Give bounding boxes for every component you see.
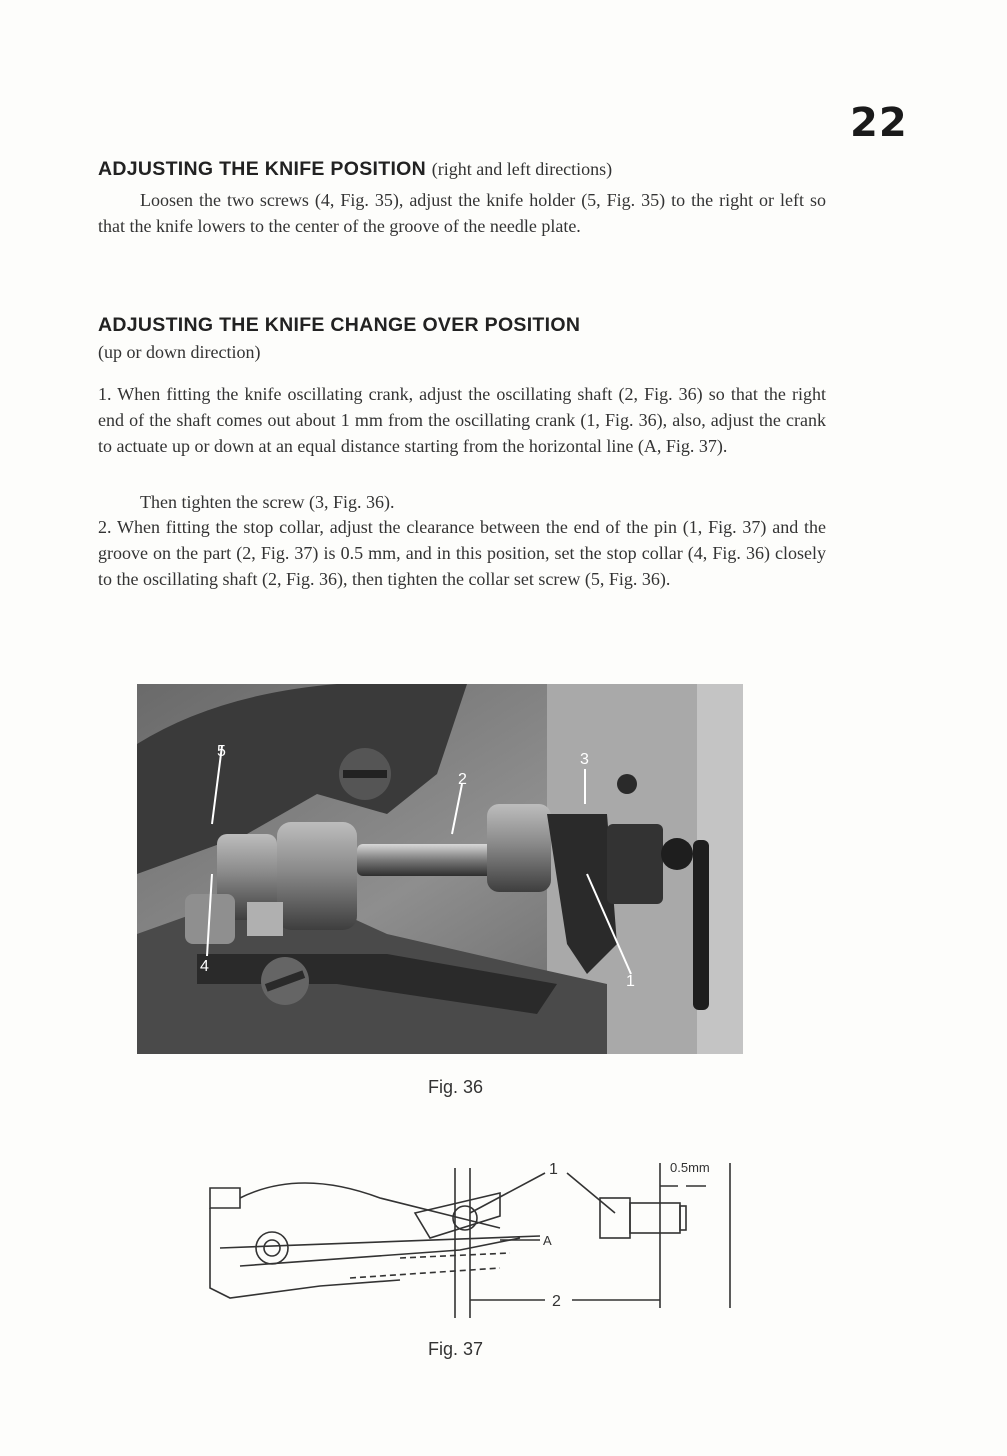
step-1-continuation: Then tighten the screw (3, Fig. 36). bbox=[140, 492, 395, 512]
fig36-photo bbox=[137, 684, 743, 1054]
fig36-caption: Fig. 36 bbox=[428, 1077, 484, 1097]
heading-text: ADJUSTING THE KNIFE POSITION bbox=[98, 158, 427, 180]
fig37-label-2: 2 bbox=[552, 1293, 561, 1310]
fig36-callout-4: 4 bbox=[200, 958, 209, 975]
page-number: 22 bbox=[850, 100, 908, 146]
fig36-callout-2: 2 bbox=[458, 771, 467, 788]
fig36-callout-3: 3 bbox=[580, 751, 589, 768]
fig37-caption: Fig. 37 bbox=[428, 1339, 484, 1359]
section-heading-change-over: ADJUSTING THE KNIFE CHANGE OVER POSITION bbox=[98, 314, 581, 336]
fig37-label-a: A bbox=[543, 1233, 552, 1248]
step-1-paragraph: 1. When fitting the knife oscillating crank, adjust the oscillating shaft (2, Fig. 36) so that the right end of the shaft comes out about 1 mm from the oscillating crank (1, Fig. 36), also, adjust the crank to actuate up or down at an equal distance starting from the horizontal line (A, Fig. 37). bbox=[98, 384, 826, 457]
fig36-callout-1: 1 bbox=[626, 973, 635, 990]
step-2-paragraph: 2. When fitting the stop collar, adjust the clearance between the end of the pin (1, Fig. 37) and the groove on the part (2, Fig. 37) is 0.5 mm, and in this position, set the stop collar (4, Fig. 36) closely to the oscillating shaft (2, Fig. 36), then tighten the collar set screw (5, Fig. 36). bbox=[98, 517, 826, 590]
fig37-label-1: 1 bbox=[549, 1161, 558, 1178]
fig37-diagram bbox=[200, 1158, 745, 1318]
heading-paren: (right and left directions) bbox=[431, 159, 613, 179]
section-subheading: (up or down direction) bbox=[98, 342, 261, 362]
fig37-dimension: 0.5mm bbox=[670, 1160, 710, 1175]
fig36-callout-5: 5 bbox=[217, 743, 226, 760]
section-heading-knife-position bbox=[98, 158, 612, 181]
knife-position-paragraph: Loosen the two screws (4, Fig. 35), adjust the knife holder (5, Fig. 35) to the right or left so that the knife lowers to the center of the groove of the needle plate. bbox=[98, 190, 826, 237]
